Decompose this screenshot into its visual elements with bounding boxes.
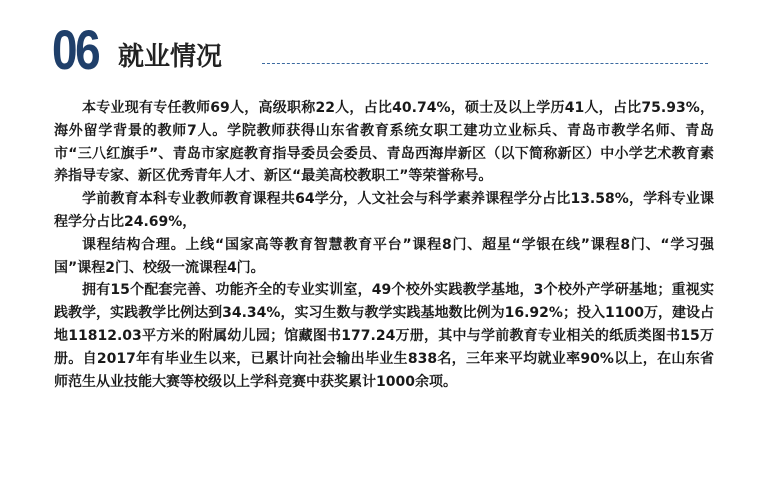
dashed-divider [262, 63, 708, 64]
paragraph-practice: 拥有15个配套完善、功能齐全的专业实训室，49个校外实践教学基地，3个校外产学研基地；重视实践教学，实践教学比例达到34.34%，实习生数与教学实践基地数比例为16.92%；投入1100万，建设占地11812.03平方米的附属幼儿园；馆藏图书177.24万册，其中与学前教育专业相关的纸质类图书15万册。自2017年有毕业生以来，已累计向社会输出毕业生838名，三年来平均就业率90%以上，在山东省师范生从业技能大赛等校级以上学科竞赛中获奖累计1000余项。 [54, 282, 714, 390]
paragraph-credits: 学前教育本科专业教师教育课程共64学分，人文社会与科学素养课程学分占比13.58%，学科专业课程学分占比24.69%， [54, 191, 714, 230]
paragraph-courses: 课程结构合理。上线“国家高等教育智慧教育平台”课程8门、超星“学银在线”课程8门、“学习强国”课程2门、校级一流课程4门。 [54, 236, 714, 276]
section-number: 06 [52, 18, 99, 81]
content-body [54, 97, 714, 393]
section-header [0, 0, 760, 90]
paragraph-faculty: 本专业现有专任教师69人，高级职称22人，占比40.74%，硕士及以上学历41人，占比75.93%，海外留学背景的教师7人。学院教师获得山东省教育系统女职工建功立业标兵、青岛市教学名师、青岛市“三八红旗手”、青岛市家庭教育指导委员会委员、青岛西海岸新区（以下简称新区）中小学艺术教育素养指导专家、新区优秀青年人才、新区“最美高校教职工”等荣誉称号。 [54, 100, 714, 185]
section-title: 就业情况 [118, 42, 223, 72]
